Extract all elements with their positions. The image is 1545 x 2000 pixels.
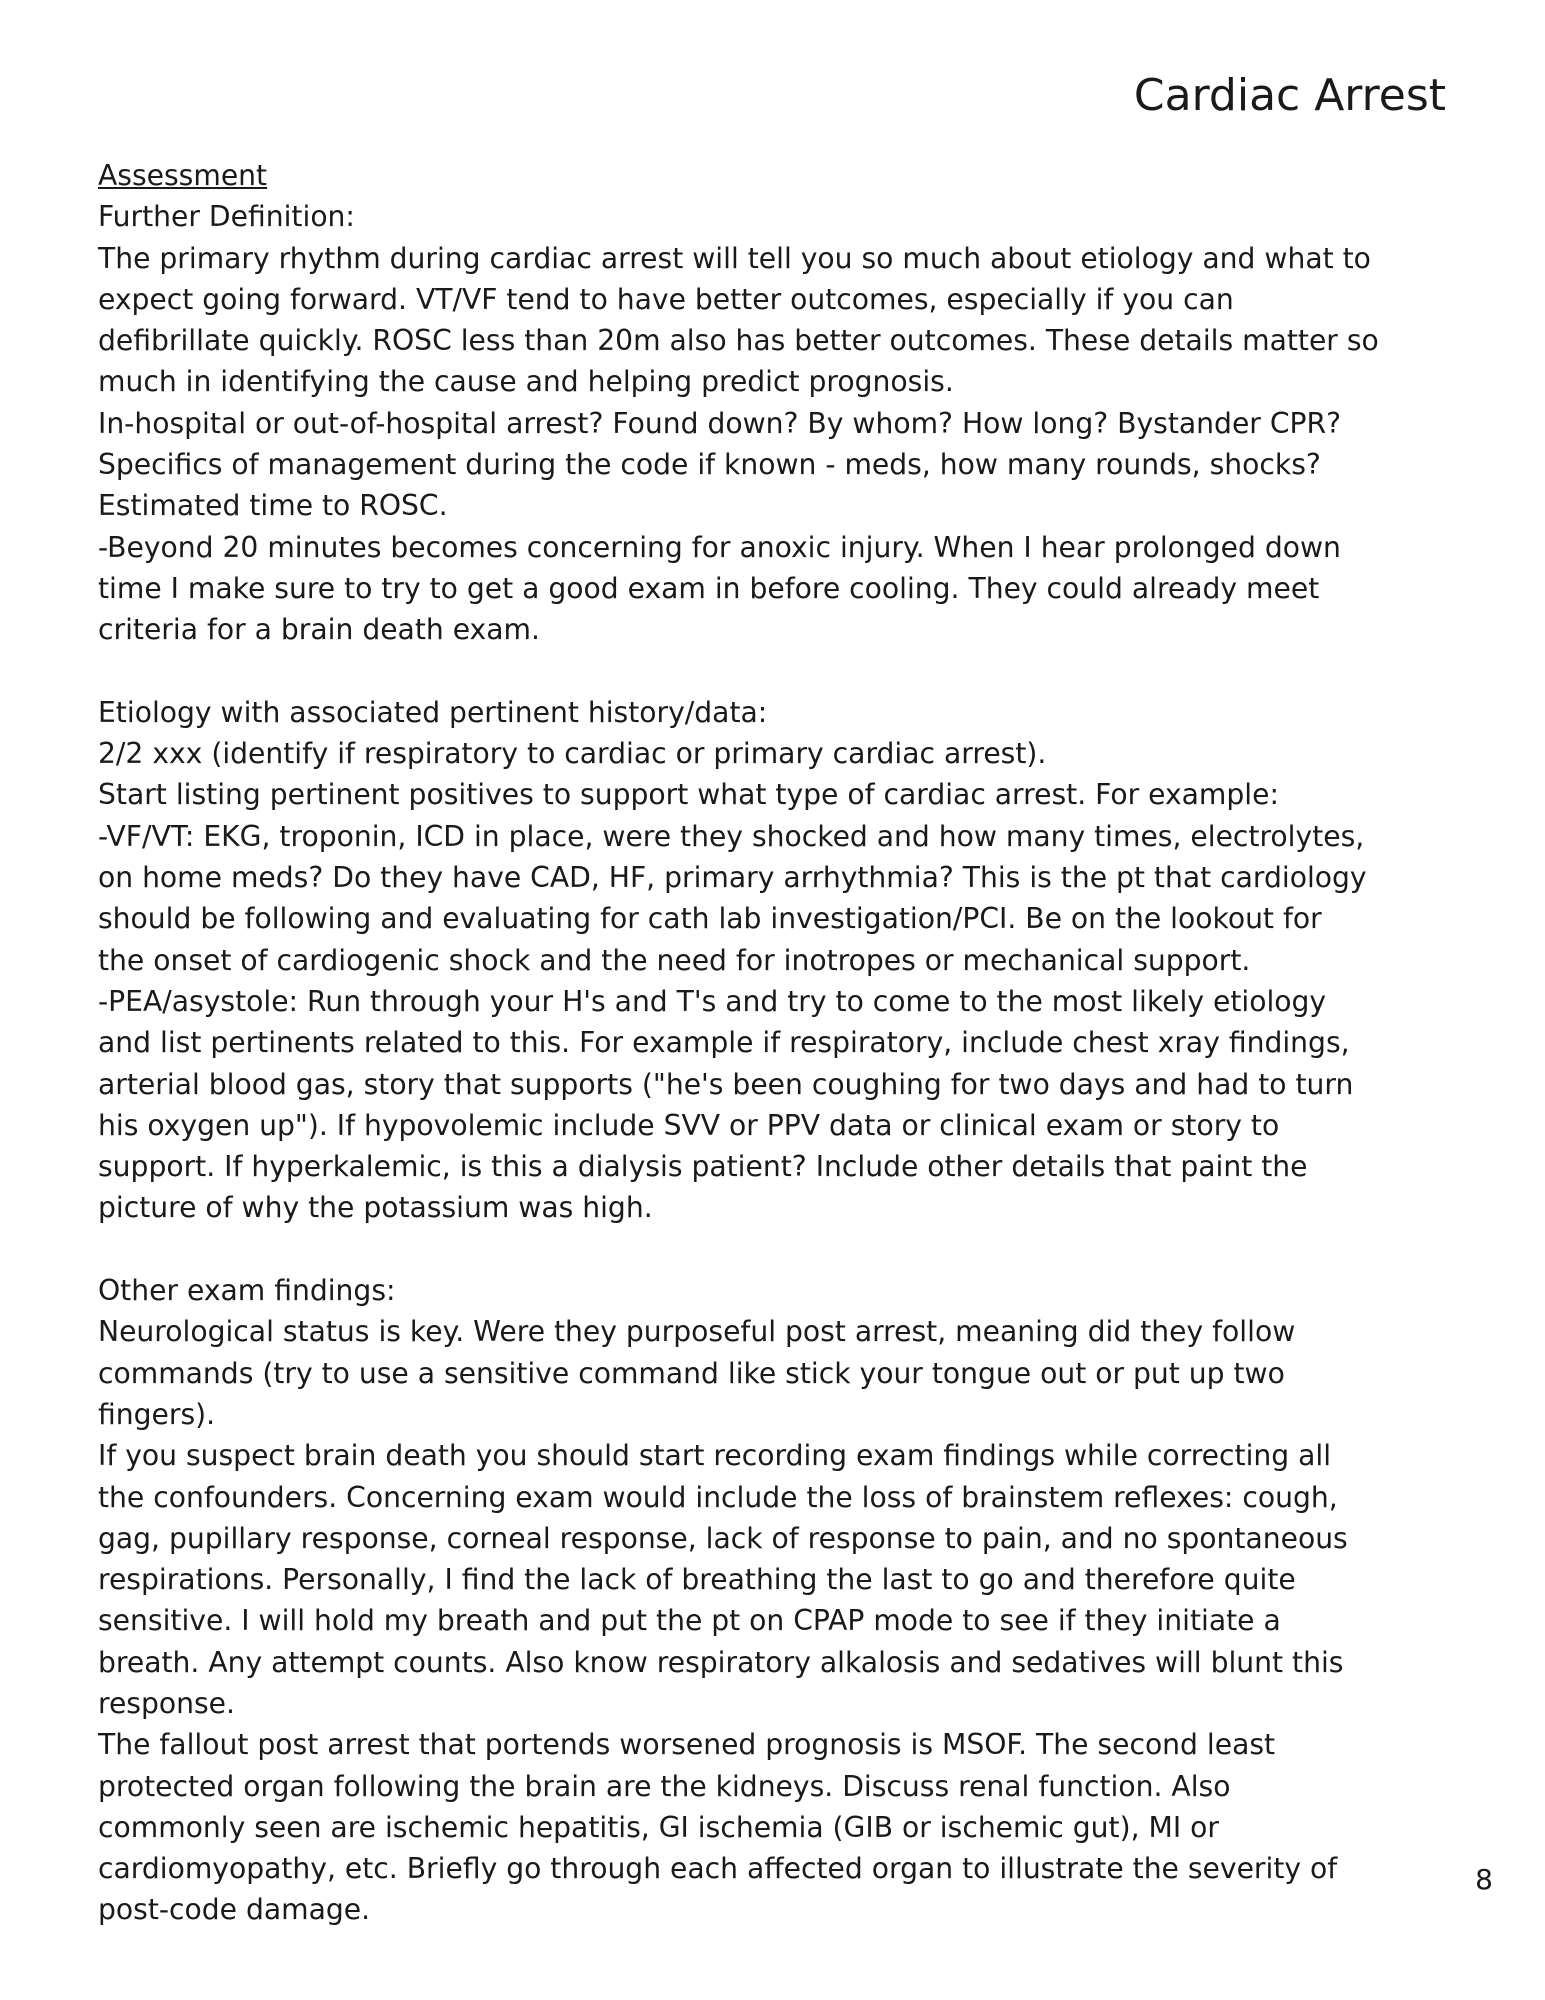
text-line: protected organ following the brain are the kidneys. Discuss renal function. Also <box>98 1769 1231 1803</box>
text-line: Estimated time to ROSC. <box>98 489 448 523</box>
text-line: sensitive. I will hold my breath and put the pt on CPAP mode to see if they initiate a <box>98 1604 1281 1638</box>
text-line: and list pertinents related to this. For example if respiratory, include chest xray findings, <box>98 1026 1350 1060</box>
text-line: picture of why the potassium was high. <box>98 1191 653 1225</box>
text-line: -Beyond 20 minutes becomes concerning for anoxic injury. When I hear prolonged down <box>98 530 1341 564</box>
text-line: respirations. Personally, I find the lack of breathing the last to go and therefore quite <box>98 1563 1296 1597</box>
text-line: arterial blood gas, story that supports ("he's been coughing for two days and had to turn <box>98 1067 1354 1101</box>
text-line: the confounders. Concerning exam would include the loss of brainstem reflexes: cough, <box>98 1480 1338 1514</box>
text-line: Specifics of management during the code if known - meds, how many rounds, shocks? <box>98 448 1321 482</box>
text-line: on home meds? Do they have CAD, HF, primary arrhythmia? This is the pt that cardiology <box>98 861 1367 895</box>
text-line: breath. Any attempt counts. Also know respiratory alkalosis and sedatives will blunt this <box>98 1645 1344 1679</box>
further-definition-label: Further Definition: <box>98 200 355 234</box>
text-line: the onset of cardiogenic shock and the need for inotropes or mechanical support. <box>98 943 1251 977</box>
text-line: In-hospital or out-of-hospital arrest? Found down? By whom? How long? Bystander CPR? <box>98 406 1342 440</box>
etiology-body <box>98 733 1488 1229</box>
text-line: -PEA/asystole: Run through your H's and T's and try to come to the most likely etiology <box>98 984 1327 1018</box>
text-line: 2/2 xxx (identify if respiratory to cardiac or primary cardiac arrest). <box>98 737 1047 771</box>
section-heading-assessment: Assessment <box>98 159 268 192</box>
paragraph-spacer <box>98 1229 1488 1270</box>
etiology-label: Etiology with associated pertinent history/data: <box>98 695 768 729</box>
text-line: defibrillate quickly. ROSC less than 20m also has better outcomes. These details matter so <box>98 324 1379 358</box>
text-line: fingers). <box>98 1397 216 1431</box>
page-title: Cardiac Arrest <box>1133 70 1446 121</box>
text-line: should be following and evaluating for cath lab investigation/PCI. Be on the lookout for <box>98 902 1322 936</box>
text-line: support. If hyperkalemic, is this a dialysis patient? Include other details that paint the <box>98 1150 1308 1184</box>
text-line: expect going forward. VT/VF tend to have better outcomes, especially if you can <box>98 282 1234 316</box>
text-line: The primary rhythm during cardiac arrest will tell you so much about etiology and what to <box>98 241 1371 275</box>
text-line: Start listing pertinent positives to support what type of cardiac arrest. For example: <box>98 778 1279 812</box>
text-line: post-code damage. <box>98 1893 371 1927</box>
text-line: gag, pupillary response, corneal response, lack of response to pain, and no spontaneous <box>98 1521 1348 1555</box>
text-line: The fallout post arrest that portends worsened prognosis is MSOF. The second least <box>98 1728 1276 1762</box>
text-line: cardiomyopathy, etc. Briefly go through each affected organ to illustrate the severity of <box>98 1852 1338 1886</box>
text-line: Neurological status is key. Were they purposeful post arrest, meaning did they follow <box>98 1315 1296 1349</box>
text-line: commands (try to use a sensitive command like stick your tongue out or put up two <box>98 1356 1285 1390</box>
text-line: -VF/VT: EKG, troponin, ICD in place, were they shocked and how many times, electrolytes, <box>98 819 1365 853</box>
text-line: criteria for a brain death exam. <box>98 613 540 647</box>
text-line: much in identifying the cause and helping predict prognosis. <box>98 365 954 399</box>
page-number: 8 <box>1475 1863 1493 1896</box>
other-exam-body <box>98 1311 1488 1930</box>
other-exam-label: Other exam findings: <box>98 1274 396 1308</box>
text-line: commonly seen are ischemic hepatitis, GI ischemia (GIB or ischemic gut), MI or <box>98 1810 1219 1844</box>
paragraph-spacer <box>98 651 1488 692</box>
text-line: his oxygen up"). If hypovolemic include SVV or PPV data or clinical exam or story to <box>98 1108 1280 1142</box>
text-line: response. <box>98 1686 235 1720</box>
further-definition-body <box>98 238 1488 651</box>
page-content <box>98 155 1488 1931</box>
text-line: If you suspect brain death you should start recording exam findings while correcting all <box>98 1439 1332 1473</box>
text-line: time I make sure to try to get a good exam in before cooling. They could already meet <box>98 571 1320 605</box>
